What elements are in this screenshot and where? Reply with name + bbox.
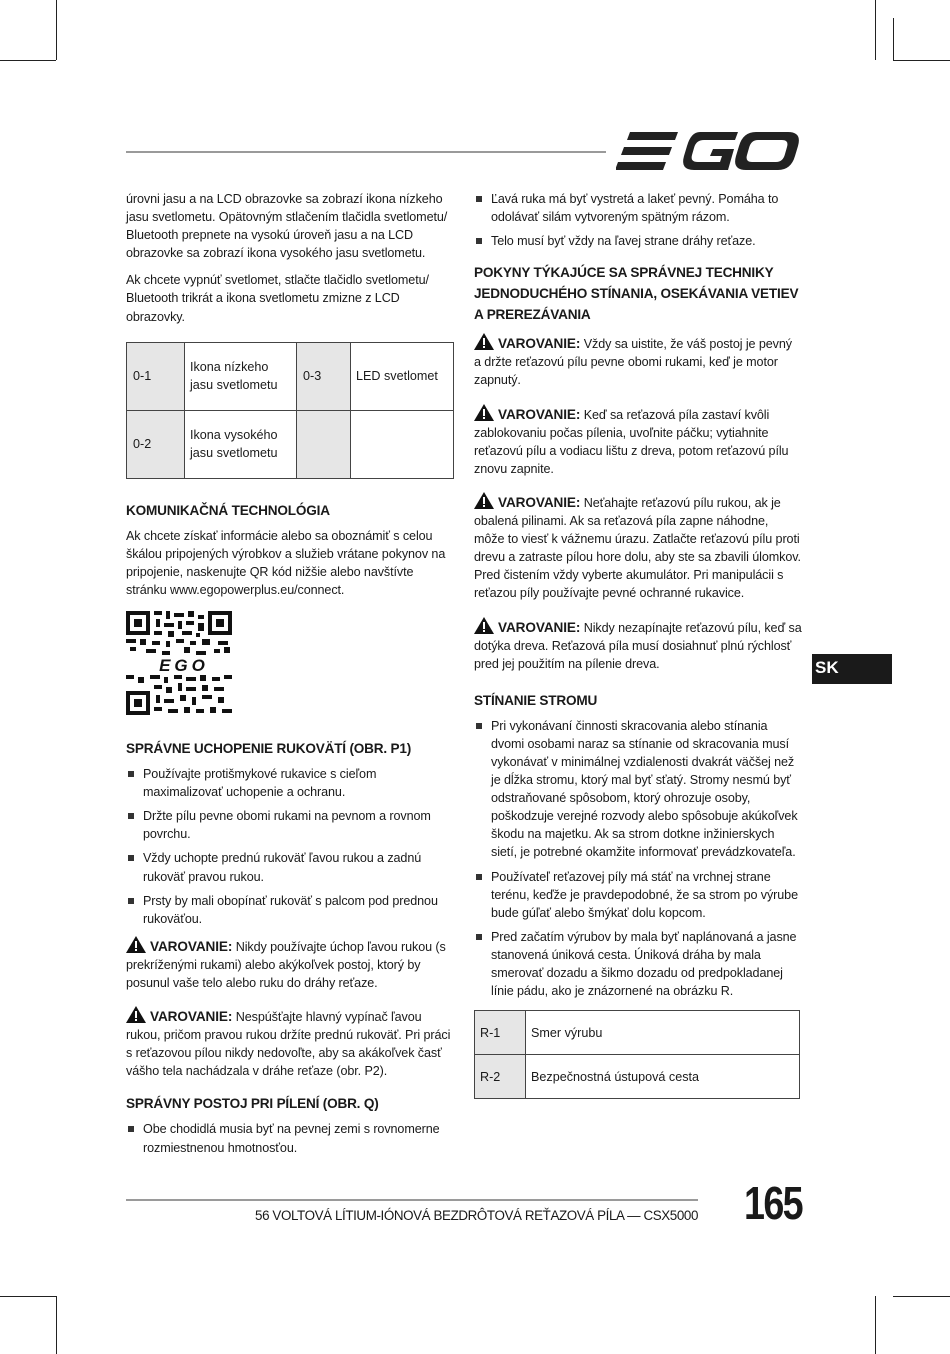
crop-mark [0, 60, 56, 61]
list-item: Používateľ reťazovej píly má stáť na vrchnej strane terénu, keďže je pravdepodobné, že sa strom po výrube bude gúľať alebo šmýkať dolu kopcom. [474, 868, 802, 922]
table-cell-code: R-2 [475, 1055, 526, 1099]
footer-title: 56 VOLTOVÁ LÍTIUM-IÓNOVÁ BEZDRÔTOVÁ REŤAZOVÁ PÍLA — CSX5000 [255, 1208, 698, 1223]
crop-mark [0, 1296, 56, 1297]
table-cell-code: 0-2 [127, 410, 185, 478]
warning-icon [126, 1006, 146, 1023]
table-row [127, 342, 454, 410]
warning-icon [474, 492, 494, 509]
list-item: Prsty by mali obopínať rukoväť s palcom pod prednou rukoväťou. [126, 892, 456, 928]
table-cell-code: 0-3 [297, 342, 351, 410]
crop-mark [875, 0, 876, 60]
crop-mark [893, 60, 950, 61]
grip-list [126, 765, 456, 928]
warning-icon [474, 617, 494, 634]
list-item: Ľavá ruka má byť vystretá a lakeť pevný. Pomáha to odolávať silám vytvoreným spätným rázom. [474, 190, 802, 226]
ego-logo [616, 130, 802, 172]
legend-table [474, 1010, 800, 1099]
warning-text: Nikdy používajte úchop ľavou rukou (s prekríženými rukami) alebo akýkoľvek postoj, ktorý by posunul vaše telo alebo ruku do dráhy reťaze. [126, 939, 446, 990]
language-tab-label: SK [815, 658, 839, 677]
list-item: Držte pílu pevne obomi rukami na pevnom a rovnom povrchu. [126, 807, 456, 843]
list-item: Používajte protišmykové rukavice s cieľom maximalizovať uchopenie a ochranu. [126, 765, 456, 801]
warning-text: Nespúšťajte hlavný vypínač ľavou rukou, pričom pravou rukou držíte prednú rukoväť. Pri práci s reťazovou pílou nikdy nedovoľte, aby sa akákoľvek časť vášho tela nachádzala v dráhe reťaze (obr. P2). [126, 1010, 451, 1079]
table-row [475, 1055, 800, 1099]
warning-label: VAROVANIE: [498, 406, 581, 422]
warning-text: Nikdy nezapínajte reťazovú pílu, keď sa dotýka dreva. Reťazová píla musí dosiahnuť plnú rýchlosť pred jej použitím na pílenie dreva. [474, 620, 802, 671]
comm-paragraph: Ak chcete získať informácie alebo sa oboznámiť s celou škálou pripojených výrobkov a služieb vrátane pokynov na pripojenie, naskenujte QR kód nižšie alebo navštívte stránku www.egopowerplus.eu/connect. [126, 528, 446, 597]
warning-icon [474, 333, 494, 350]
list-item: Obe chodidlá musia byť na pevnej zemi s rovnomerne rozmiestnenou hmotnosťou. [126, 1120, 456, 1156]
header-rule [126, 151, 606, 153]
warning-text: Keď sa reťazová píla zastaví kvôli zablokovaniu počas pílenia, uvoľnite páčku; vytiahnite reťazovú pílu a vodiacu lištu z dreva, potom reťazovú pílu znovu zapnite. [474, 407, 789, 476]
warning-block [474, 404, 802, 478]
left-column [126, 190, 456, 1165]
table-cell-code: R-1 [475, 1011, 526, 1055]
section-heading: POKYNY TÝKAJÚCE SA SPRÁVNEJ TECHNIKY JEDNODUCHÉHO STÍNANIA, OSEKÁVANIA VETIEV A PREREZÁVANIA [474, 265, 799, 323]
table-row [127, 410, 454, 478]
table-cell-code: 0-1 [127, 342, 185, 410]
warning-label: VAROVANIE: [498, 336, 581, 352]
list-item: Telo musí byť vždy na ľavej strane dráhy reťaze. [474, 232, 802, 250]
table-cell-label [351, 410, 454, 478]
intro-paragraph: Ak chcete vypnúť svetlomet, stlačte tlačidlo svetlometu/ Bluetooth trikrát a ikona svetlometu zmizne z LCD obrazovky. [126, 273, 429, 324]
table-cell-code [297, 410, 351, 478]
crop-mark [893, 18, 894, 60]
warning-block [126, 936, 456, 992]
language-tab [812, 654, 892, 684]
warning-label: VAROVANIE: [498, 619, 581, 635]
felling-list [474, 717, 802, 1000]
warning-block [474, 617, 802, 673]
warning-block [474, 333, 802, 389]
warning-block [474, 492, 802, 603]
stance-list [126, 1120, 456, 1156]
warning-text: Vždy sa uistite, že váš postoj je pevný a držte reťazovú pílu pevne obomi rukami, keď je motor zapnutý. [474, 337, 792, 388]
warning-label: VAROVANIE: [150, 1009, 233, 1025]
warning-label: VAROVANIE: [498, 494, 581, 510]
crop-mark [56, 0, 57, 60]
warning-label: VAROVANIE: [150, 938, 233, 954]
page-number: 165 [743, 1177, 802, 1229]
crop-mark [56, 1296, 57, 1354]
table-cell-label: Ikona nízkeho jasu svetlometu [185, 342, 297, 410]
warning-icon [474, 404, 494, 421]
table-row [475, 1011, 800, 1055]
crop-mark [875, 1296, 876, 1354]
table-cell-label: LED svetlomet [351, 342, 454, 410]
warning-text: Neťahajte reťazovú pílu rukou, ak je obalená pilinami. Ak sa reťazová píla zapne náhodne, môže to viesť k vážnemu úrazu. Zatlačte reťazovú pílu proti drevu a zatraste pílou hore dolu, aby ste sa zbavili úlomkov. Pred čistením vždy vyberte akumulátor. Pri manipulácii s reťazou píly používajte pevné ochranné rukavice. [474, 495, 801, 601]
intro-paragraph: úrovni jasu a na LCD obrazovke sa zobrazí ikona nízkeho jasu svetlometu. Opätovným stlačením tlačidla svetlometu/ Bluetooth prepnete na vysokú úroveň jasu a na LCD obrazovke sa zobrazí ikona vysokého jasu svetlometu. [126, 192, 448, 261]
table-cell-label: Smer výrubu [526, 1011, 800, 1055]
section-heading: STÍNANIE STROMU [474, 692, 598, 708]
icon-table [126, 342, 454, 479]
table-cell-label: Bezpečnostná ústupová cesta [526, 1055, 800, 1099]
warning-icon [126, 936, 146, 953]
section-heading: SPRÁVNY POSTOJ PRI PÍLENÍ (OBR. Q) [126, 1096, 379, 1112]
crop-mark [893, 1296, 950, 1297]
qr-code [126, 611, 232, 715]
top-list [474, 190, 802, 250]
section-heading: KOMUNIKAČNÁ TECHNOLÓGIA [126, 502, 330, 518]
section-heading: SPRÁVNE UCHOPENIE RUKOVÄTÍ (OBR. P1) [126, 741, 412, 757]
list-item: Pri vykonávaní činnosti skracovania alebo stínania dvomi osobami naraz sa stínanie od skracovania musí vykonávať v minimálnej vzdialenosti dvakrát väčšej než je dĺžka stromu, ktorý mal byť sťatý. Stromy nesmú byť odstraňované spôsobom, ktorý ohrozuje osoby, poškodzuje verejné rozvody alebo spôsobuje akúkoľvek škodu na majetku. Ak sa strom dotkne inžinierskych sietí, je potrebné okamžite informovať prevádzkovateľa. [474, 717, 802, 862]
right-column [474, 190, 802, 1099]
list-item: Pred začatím výrubov by mala byť naplánovaná a jasne stanovená úniková cesta. Úniková dráha by mala smerovať dozadu a šikmo dozadu od predpokladanej línie pádu, ako je znázornené na obrázku R. [474, 928, 802, 1000]
list-item: Vždy uchopte prednú rukoväť ľavou rukou a zadnú rukoväť pravou rukou. [126, 849, 456, 885]
qr-logo: EGO [159, 656, 209, 676]
table-cell-label: Ikona vysokého jasu svetlometu [185, 410, 297, 478]
footer-rule [126, 1199, 698, 1201]
warning-block [126, 1006, 456, 1080]
